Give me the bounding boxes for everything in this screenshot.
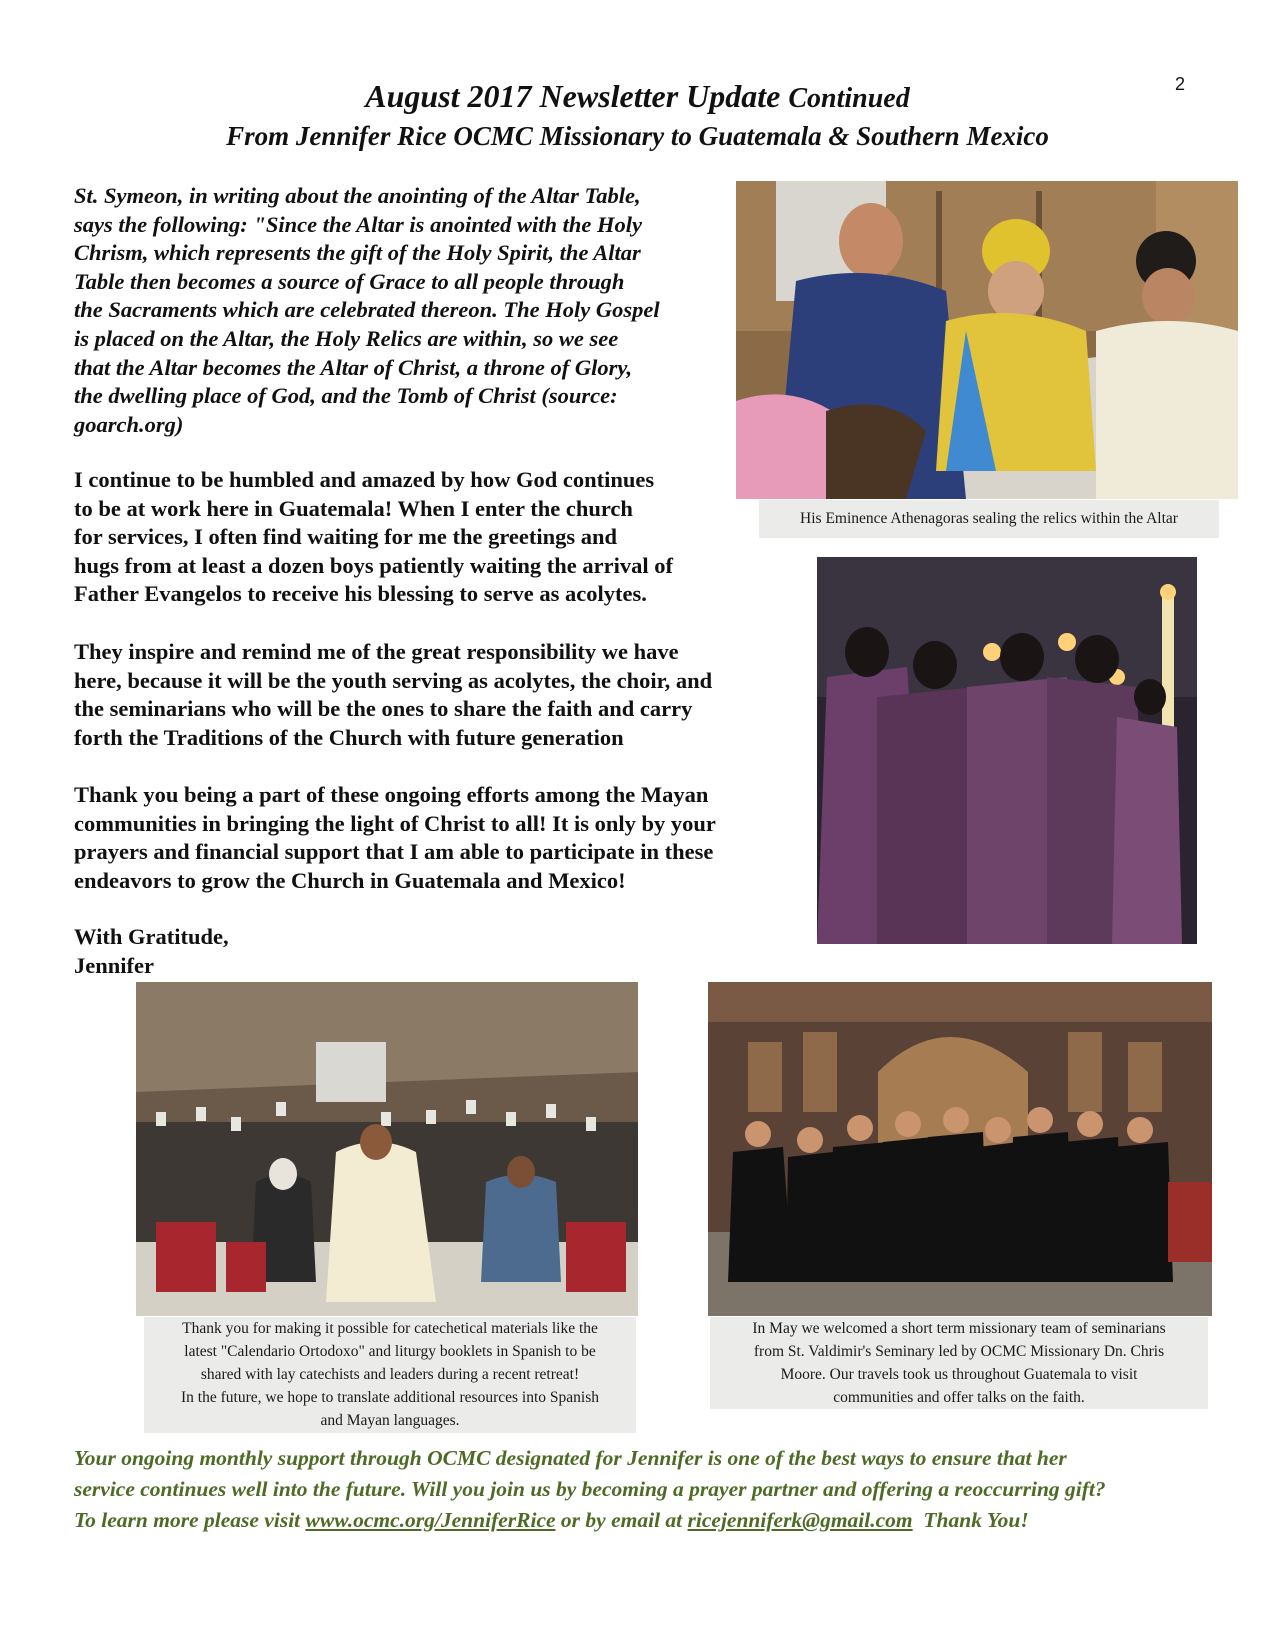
paragraph-youth: They inspire and remind me of the great responsibility we have here, because it will be the youth serving as acolytes, the choir, and the seminarians who will be the ones to share the faith and carry forth the Traditions of the Church with future generation [74, 639, 713, 750]
closing-signature: With Gratitude, Jennifer [74, 924, 229, 978]
paragraph-thanks: Thank you being a part of these ongoing efforts among the Mayan communities in bringing the light of Christ to all! It is only by your prayers and financial support that I am able to participate in these endeavors to grow the Church in Guatemala and Mexico! [74, 782, 716, 893]
website-link[interactable]: www.ocmc.org/JenniferRice [305, 1508, 556, 1532]
page-subtitle: From Jennifer Rice OCMC Missionary to Guatemala & Southern Mexico [226, 121, 1049, 151]
paragraph-acolytes: I continue to be humbled and amazed by how God continues to be at work here in Guatemala! When I enter the church for services, I often find waiting for me the greetings and hugs from at least a dozen boys patiently waiting the arrival of Father Evangelos to receive his blessing to serve as acolytes. [74, 467, 673, 607]
page-title [0, 76, 1275, 119]
seminarians-photo [708, 982, 1212, 1316]
altar-caption: His Eminence Athenagoras sealing the relics within the Altar [759, 500, 1219, 538]
footer-email-text: or by email at [560, 1508, 683, 1532]
footer-line-2: service continues well into the future. Will you join us by becoming a prayer partner and offering a reoccurring gift? [74, 1477, 1106, 1501]
support-footer [74, 1443, 1224, 1536]
seminarians-caption: In May we welcomed a short term missionary team of seminarians from St. Valdimir's Seminary led by OCMC Missionary Dn. Chris Moore. Our travels took us throughout Guatemala to visit communities and offer talks on the faith. [710, 1317, 1208, 1409]
retreat-caption: Thank you for making it possible for catechetical materials like the latest "Calendario Ortodoxo" and liturgy booklets in Spanish to be shared with lay catechists and leaders during a recent retreat! In the future, we hope to translate additional resources into Spanish and Mayan languages. [144, 1317, 636, 1433]
title-suffix: Continued [788, 83, 910, 114]
thank-you-text: Thank You! [923, 1508, 1029, 1532]
acolytes-photo [817, 557, 1197, 944]
altar-photo [736, 181, 1238, 499]
footer-line-1: Your ongoing monthly support through OCMC designated for Jennifer is one of the best ways to ensure that her [74, 1446, 1067, 1470]
page-number: 2 [1175, 74, 1186, 94]
retreat-photo [136, 982, 638, 1316]
email-link[interactable]: ricejenniferk@gmail.com [687, 1508, 913, 1532]
footer-visit-text: To learn more please visit [74, 1508, 301, 1532]
footer-line-3 [74, 1505, 1224, 1536]
quote-paragraph: St. Symeon, in writing about the anointing of the Altar Table, says the following: "Since the Altar is anointed with the Holy Chrism, which represents the gift of the Holy Spirit, the Altar Table then becomes a source of Grace to all people through the Sacraments which are celebrated thereon. The Holy Gospel is placed on the Altar, the Holy Relics are within, so we see that the Altar becomes the Altar of Christ, a throne of Glory, the dwelling place of God, and the Tomb of Christ (source: goarch.org) [74, 183, 660, 437]
title-main: August 2017 Newsletter Update [365, 78, 781, 114]
